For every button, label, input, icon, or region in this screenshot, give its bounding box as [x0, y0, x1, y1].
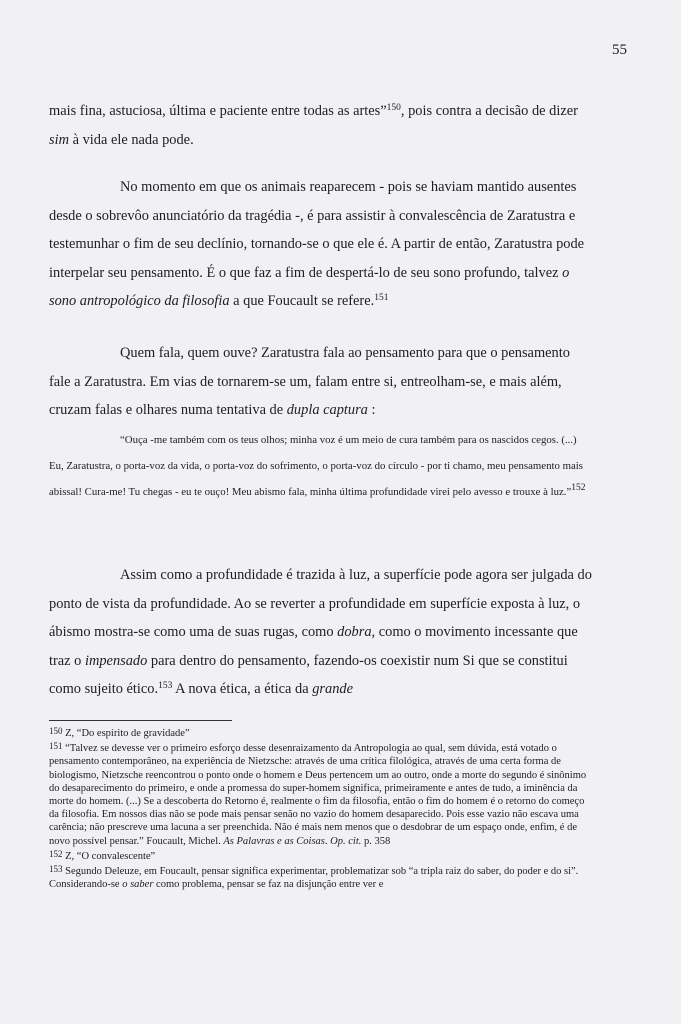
- footnotes: [49, 725, 594, 891]
- paragraph-2: No momento em que os animais reaparecem - pois se haviam mantido ausentes desde o sobrevôo anunciatório da tragédia -, é para assistir à convalescência de Zaratustra e testemunhar o fim de seu declínio, tornando-se o que ele é. A partir de então, Zaratustra pode interpelar seu pensamento. É o que faz a fim de despertá-lo de seu sono profundo, talvez o sono antropológico da filosofia a que Foucault se refere.$^{151}$: [49, 179, 585, 309]
- page-number: 55: [612, 42, 627, 58]
- paragraph-4: Assim como a profundidade é trazida à luz, a superfície pode agora ser julgada do ponto de vista da profundidade. Ao se reverter a profundidade em superfície exposta à luz, o ábismo mostra-se como uma de suas rugas, como dobra, como o movimento incessante que traz o impensado para dentro do pensamento, fazendo-os coexistir num Si que se constitui como sujeito ético.$^{153}$ A nova ética, a ética da grande: [49, 567, 592, 697]
- block-quote: “Ouça -me também com os teus olhos; minha voz é um meio de cura também para os nascidos cegos. (...) Eu, Zaratustra, o porta-voz da vida, o porta-voz do sofrimento, o porta-voz do círculo - por ti chamo, meu pensamento mais abissal! Cura-me! Tu chegas - eu te ouço! Meu abismo fala, minha última profundidade virei pelo avesso e trouxe à luz.”$^{152}$: [49, 434, 586, 498]
- paragraph-1: mais fina, astuciosa, última e paciente entre todas as artes”$^{150}$, pois contra a decisão de dizer sim à vida ele nada pode.: [49, 103, 578, 148]
- footnote-151: 151 “Talvez se devesse ver o primeiro esforço desse desenraizamento da Antropologia ao qual, sem dúvida, está votado o pensamento contemporâneo, na experiência de Nietzsche: através de uma crítica filológica, através de uma certa forma de biologismo, Nietzsche reencontrou o ponto onde o homem e Deus pertencem um ao outro, onde a morte do segundo é sinônimo do desaparecimento do primeiro, e onde a promessa do super-homem significa, primeiramente e antes de tudo, a iminência da morte do homem. (...) Se a descoberta do Retorno é, realmente o fim da filosofia, então o fim do homem é o retorno do começo da filosofia. Em nossos dias não se pode mais pensar senão no vazio do homem desaparecido. Pois esse vazio não escava uma carência; não prescreve uma lacuna a ser preenchida. Não é mais nem menos que o desdobrar de um espaço onde, enfim, é de novo possível pensar.” Foucault, Michel. As Palavras e as Coisas. Op. cit. p. 358: [49, 741, 587, 847]
- paragraph-3: Quem fala, quem ouve? Zaratustra fala ao pensamento para que o pensamento fale a Zaratustra. Em vias de tornarem-se um, falam entre si, entreolham-se, e mais além, cruzam falas e olhares numa tentativa de dupla captura :: [49, 345, 570, 418]
- footnote-150: 150 Z, “Do espírito de gravidade”: [49, 726, 190, 739]
- footnote-152: 152 Z, “O convalescente”: [49, 848, 156, 862]
- footnote-153: 153 Segundo Deleuze, em Foucault, pensar significa experimentar, problematizar sob “a tripla raiz do saber, do poder e do si”. Considerando-se o saber como problema, pensar se faz na disjunção entre ver e: [49, 864, 579, 891]
- footnote-separator: [49, 720, 232, 721]
